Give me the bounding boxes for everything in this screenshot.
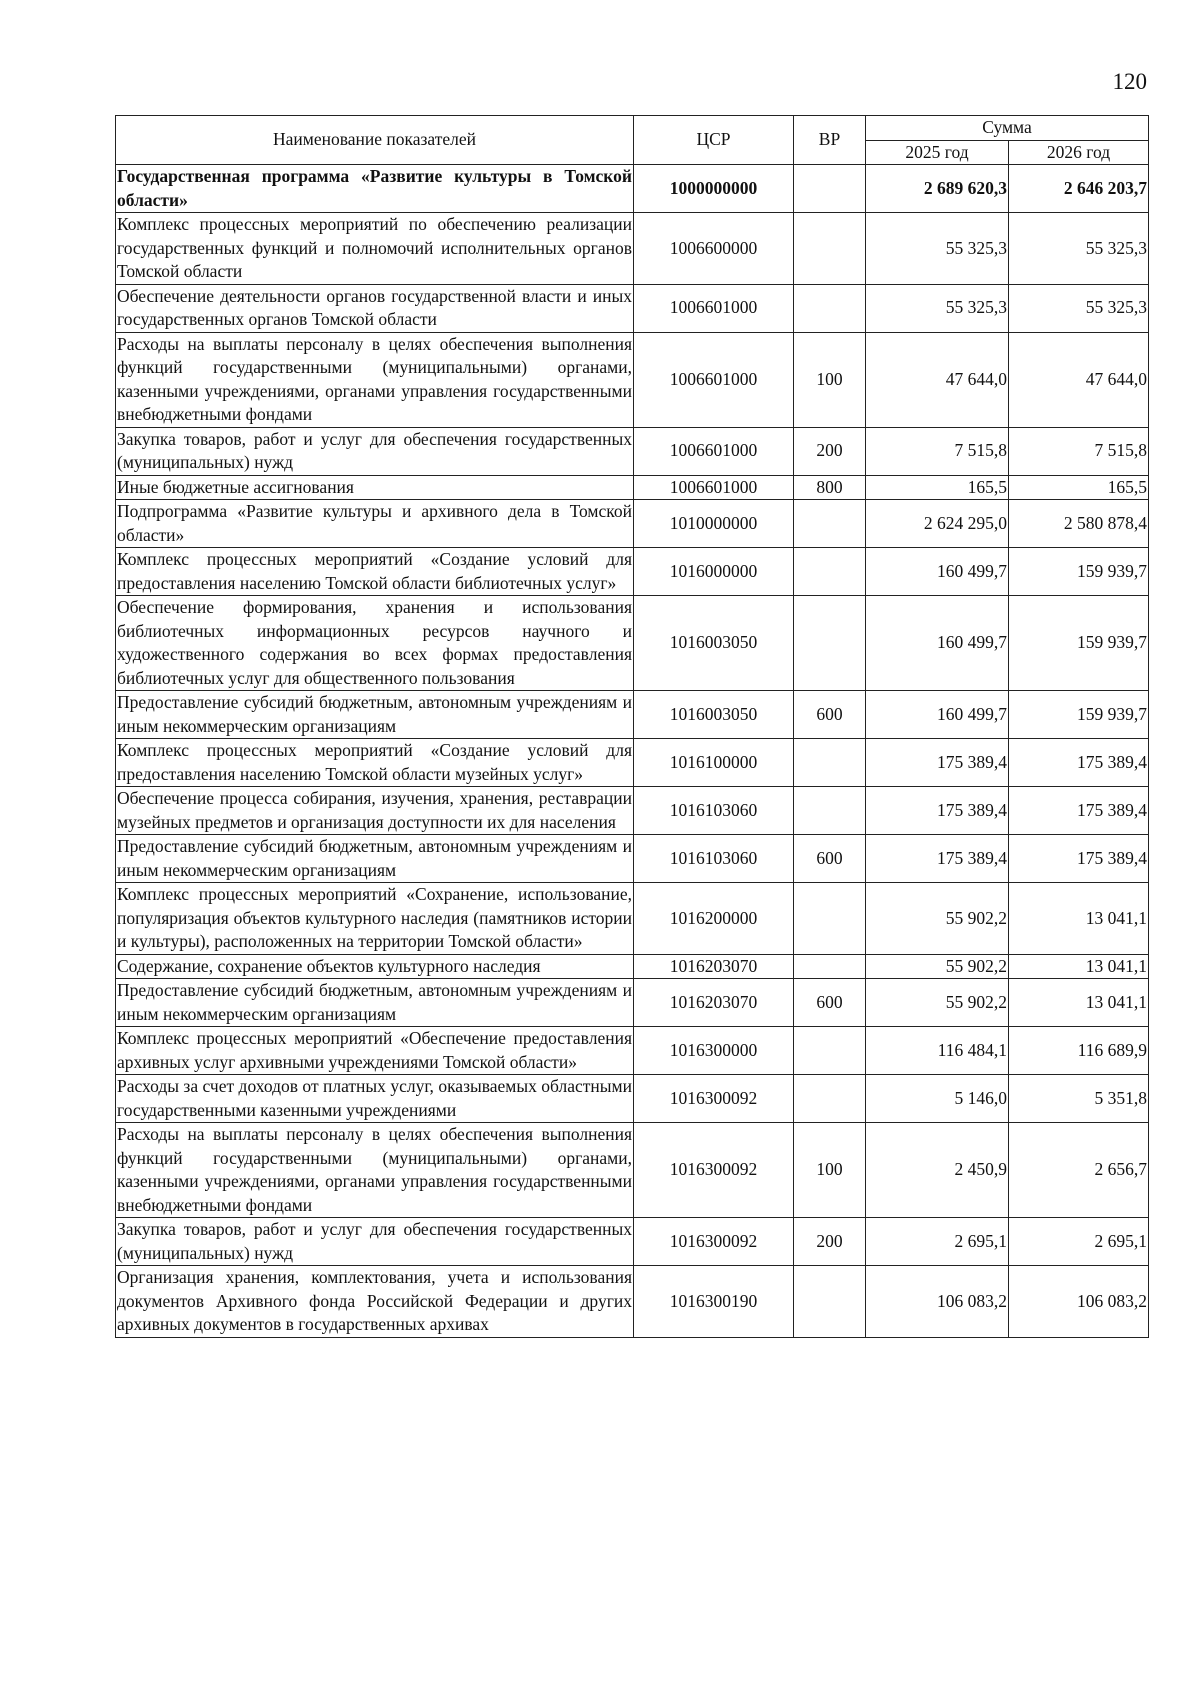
cell-name: Комплекс процессных мероприятий «Сохранение, использование, популяризация объектов культурного наследия (памятников истории и культуры), расположенных на территории Томской области» (116, 883, 634, 955)
cell-sum-2026: 175 389,4 (1009, 787, 1149, 835)
cell-code: 1016300190 (634, 1266, 794, 1338)
cell-vr: 600 (794, 691, 866, 739)
table-row (116, 1266, 1149, 1338)
cell-name: Организация хранения, комплектования, учета и использования документов Архивного фонда Российской Федерации и других архивных документов в государственных архивах (116, 1266, 634, 1338)
cell-sum-2026: 55 325,3 (1009, 284, 1149, 332)
cell-code: 1016000000 (634, 548, 794, 596)
cell-vr: 100 (794, 332, 866, 427)
cell-name: Обеспечение формирования, хранения и использования библиотечных информационных ресурсов научного и художественного содержания во всех формах предоставления библиотечных услуг для общественного пользования (116, 596, 634, 691)
cell-sum-2025: 2 450,9 (866, 1123, 1009, 1218)
cell-vr: 800 (794, 475, 866, 500)
cell-sum-2026: 175 389,4 (1009, 835, 1149, 883)
header-sum: Сумма (866, 116, 1149, 141)
table-row (116, 500, 1149, 548)
cell-sum-2025: 55 325,3 (866, 284, 1009, 332)
cell-vr: 100 (794, 1123, 866, 1218)
cell-name: Подпрограмма «Развитие культуры и архивного дела в Томской области» (116, 500, 634, 548)
cell-code: 1016203070 (634, 954, 794, 979)
cell-sum-2025: 55 902,2 (866, 954, 1009, 979)
cell-name: Предоставление субсидий бюджетным, автономным учреждениям и иным некоммерческим организациям (116, 979, 634, 1027)
cell-sum-2025: 160 499,7 (866, 691, 1009, 739)
table-row (116, 691, 1149, 739)
cell-sum-2025: 5 146,0 (866, 1075, 1009, 1123)
cell-code: 1010000000 (634, 500, 794, 548)
cell-sum-2026: 13 041,1 (1009, 883, 1149, 955)
cell-sum-2026: 7 515,8 (1009, 427, 1149, 475)
cell-code: 1016203070 (634, 979, 794, 1027)
table-row (116, 427, 1149, 475)
budget-table (115, 115, 1149, 1338)
cell-code: 1016100000 (634, 739, 794, 787)
cell-sum-2026: 159 939,7 (1009, 691, 1149, 739)
cell-sum-2026: 55 325,3 (1009, 213, 1149, 285)
table-row (116, 213, 1149, 285)
cell-vr (794, 954, 866, 979)
header-year-2025: 2025 год (866, 140, 1009, 165)
cell-vr: 600 (794, 835, 866, 883)
cell-sum-2025: 106 083,2 (866, 1266, 1009, 1338)
header-year-2026: 2026 год (1009, 140, 1149, 165)
cell-sum-2025: 2 624 295,0 (866, 500, 1009, 548)
cell-name: Предоставление субсидий бюджетным, автономным учреждениям и иным некоммерческим организациям (116, 691, 634, 739)
table-body (116, 165, 1149, 1338)
cell-vr (794, 1266, 866, 1338)
cell-sum-2026: 13 041,1 (1009, 979, 1149, 1027)
table-row (116, 979, 1149, 1027)
cell-sum-2026: 116 689,9 (1009, 1027, 1149, 1075)
cell-vr: 200 (794, 427, 866, 475)
cell-vr (794, 284, 866, 332)
cell-name: Государственная программа «Развитие культуры в Томской области» (116, 165, 634, 213)
cell-name: Комплекс процессных мероприятий «Создание условий для предоставления населению Томской области библиотечных услуг» (116, 548, 634, 596)
cell-sum-2025: 175 389,4 (866, 739, 1009, 787)
cell-name: Комплекс процессных мероприятий «Создание условий для предоставления населению Томской области музейных услуг» (116, 739, 634, 787)
table-row (116, 548, 1149, 596)
table-row (116, 332, 1149, 427)
cell-sum-2026: 159 939,7 (1009, 548, 1149, 596)
table-row (116, 835, 1149, 883)
table-row (116, 475, 1149, 500)
cell-sum-2025: 55 325,3 (866, 213, 1009, 285)
cell-sum-2026: 13 041,1 (1009, 954, 1149, 979)
table-row (116, 787, 1149, 835)
cell-code: 1006601000 (634, 427, 794, 475)
cell-name: Комплекс процессных мероприятий по обеспечению реализации государственных функций и полномочий исполнительных органов Томской области (116, 213, 634, 285)
cell-vr (794, 165, 866, 213)
table-row (116, 954, 1149, 979)
cell-vr (794, 213, 866, 285)
cell-sum-2025: 165,5 (866, 475, 1009, 500)
cell-name: Расходы на выплаты персоналу в целях обеспечения выполнения функций государственными (муниципальными) органами, казенными учреждениями, органами управления государственными внебюджетными фондами (116, 332, 634, 427)
cell-vr (794, 500, 866, 548)
cell-name: Содержание, сохранение объектов культурного наследия (116, 954, 634, 979)
cell-vr (794, 1075, 866, 1123)
table-header (116, 116, 1149, 165)
cell-sum-2026: 106 083,2 (1009, 1266, 1149, 1338)
cell-vr (794, 739, 866, 787)
cell-code: 1016103060 (634, 835, 794, 883)
cell-vr (794, 787, 866, 835)
cell-vr (794, 1027, 866, 1075)
cell-vr: 600 (794, 979, 866, 1027)
cell-sum-2026: 159 939,7 (1009, 596, 1149, 691)
cell-name: Обеспечение процесса собирания, изучения, хранения, реставрации музейных предметов и организация доступности их для населения (116, 787, 634, 835)
cell-code: 1006601000 (634, 284, 794, 332)
cell-sum-2026: 2 695,1 (1009, 1218, 1149, 1266)
cell-sum-2025: 175 389,4 (866, 835, 1009, 883)
cell-sum-2025: 2 695,1 (866, 1218, 1009, 1266)
header-name: Наименование показателей (116, 116, 634, 165)
cell-name: Комплекс процессных мероприятий «Обеспечение предоставления архивных услуг архивными учреждениями Томской области» (116, 1027, 634, 1075)
cell-code: 1016300092 (634, 1075, 794, 1123)
cell-name: Обеспечение деятельности органов государственной власти и иных государственных органов Томской области (116, 284, 634, 332)
cell-sum-2026: 47 644,0 (1009, 332, 1149, 427)
cell-code: 1000000000 (634, 165, 794, 213)
table-row (116, 883, 1149, 955)
cell-code: 1006600000 (634, 213, 794, 285)
cell-sum-2025: 47 644,0 (866, 332, 1009, 427)
page-number: 120 (1112, 69, 1147, 94)
cell-sum-2026: 175 389,4 (1009, 739, 1149, 787)
header-code: ЦСР (634, 116, 794, 165)
cell-sum-2026: 2 656,7 (1009, 1123, 1149, 1218)
cell-name: Иные бюджетные ассигнования (116, 475, 634, 500)
cell-sum-2025: 55 902,2 (866, 979, 1009, 1027)
cell-code: 1006601000 (634, 332, 794, 427)
cell-vr: 200 (794, 1218, 866, 1266)
cell-sum-2026: 2 646 203,7 (1009, 165, 1149, 213)
cell-sum-2025: 116 484,1 (866, 1027, 1009, 1075)
cell-sum-2026: 2 580 878,4 (1009, 500, 1149, 548)
table-row (116, 1075, 1149, 1123)
cell-sum-2025: 2 689 620,3 (866, 165, 1009, 213)
cell-name: Расходы на выплаты персоналу в целях обеспечения выполнения функций государственными (муниципальными) органами, казенными учреждениями, органами управления государственными внебюджетными фондами (116, 1123, 634, 1218)
table-row (116, 739, 1149, 787)
header-vr: ВР (794, 116, 866, 165)
cell-sum-2025: 160 499,7 (866, 596, 1009, 691)
cell-name: Закупка товаров, работ и услуг для обеспечения государственных (муниципальных) нужд (116, 1218, 634, 1266)
cell-vr (794, 548, 866, 596)
cell-sum-2026: 165,5 (1009, 475, 1149, 500)
cell-vr (794, 883, 866, 955)
cell-name: Расходы за счет доходов от платных услуг, оказываемых областными государственными казенными учреждениями (116, 1075, 634, 1123)
table-row (116, 1218, 1149, 1266)
cell-vr (794, 596, 866, 691)
cell-name: Предоставление субсидий бюджетным, автономным учреждениям и иным некоммерческим организациям (116, 835, 634, 883)
cell-sum-2025: 7 515,8 (866, 427, 1009, 475)
cell-code: 1016300000 (634, 1027, 794, 1075)
table-row (116, 1123, 1149, 1218)
cell-sum-2025: 55 902,2 (866, 883, 1009, 955)
table-row (116, 1027, 1149, 1075)
cell-code: 1016003050 (634, 596, 794, 691)
cell-code: 1016003050 (634, 691, 794, 739)
cell-code: 1016200000 (634, 883, 794, 955)
table-row (116, 596, 1149, 691)
cell-sum-2026: 5 351,8 (1009, 1075, 1149, 1123)
cell-sum-2025: 175 389,4 (866, 787, 1009, 835)
cell-name: Закупка товаров, работ и услуг для обеспечения государственных (муниципальных) нужд (116, 427, 634, 475)
cell-sum-2025: 160 499,7 (866, 548, 1009, 596)
cell-code: 1006601000 (634, 475, 794, 500)
table-row (116, 165, 1149, 213)
cell-code: 1016300092 (634, 1123, 794, 1218)
table-row (116, 284, 1149, 332)
cell-code: 1016300092 (634, 1218, 794, 1266)
cell-code: 1016103060 (634, 787, 794, 835)
